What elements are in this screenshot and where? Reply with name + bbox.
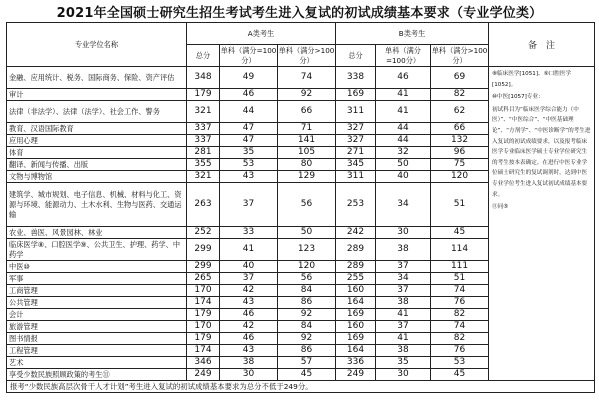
score-table xyxy=(6,22,595,393)
header-zone-a: A类考生 xyxy=(187,23,336,45)
cell-b-single-gt100: 114 xyxy=(431,239,489,261)
cell-b-total: 169 xyxy=(336,89,376,101)
cell-a-total: 346 xyxy=(187,357,220,369)
row-category: 体育 xyxy=(7,147,187,159)
row-category: 农业、兽医、风景园林、林业 xyxy=(7,227,187,239)
cell-b-single-gt100: 82 xyxy=(431,309,489,321)
header-remarks: 备 注 xyxy=(489,23,595,67)
cell-b-single-100: 35 xyxy=(376,357,431,369)
cell-a-single-100: 44 xyxy=(220,101,278,123)
cell-b-total: 327 xyxy=(336,135,376,147)
row-category: 享受少数民族照顾政策的考生⑪ xyxy=(7,369,187,381)
cell-b-total: 311 xyxy=(336,101,376,123)
cell-a-single-100: 30 xyxy=(220,369,278,381)
cell-b-single-gt100: 120 xyxy=(431,171,489,183)
cell-a-total: 179 xyxy=(187,309,220,321)
cell-a-single-gt100: 92 xyxy=(278,333,336,345)
cell-a-total: 321 xyxy=(187,171,220,183)
cell-b-total: 169 xyxy=(336,333,376,345)
cell-a-total: 249 xyxy=(187,369,220,381)
cell-a-single-gt100: 57 xyxy=(278,357,336,369)
table-row xyxy=(7,67,595,89)
cell-a-total: 299 xyxy=(187,261,220,273)
row-category: 法律（非法学）、法律（法学）、社会工作、警务 xyxy=(7,101,187,123)
cell-a-single-gt100: 84 xyxy=(278,321,336,333)
cell-b-total: 271 xyxy=(336,147,376,159)
cell-b-single-gt100: 82 xyxy=(431,89,489,101)
remark-line: ⑩中医[1057]专业： xyxy=(492,94,544,101)
cell-a-single-100: 42 xyxy=(220,321,278,333)
cell-b-single-100: 38 xyxy=(376,297,431,309)
cell-a-single-100: 37 xyxy=(220,273,278,285)
cell-b-single-gt100: 132 xyxy=(431,135,489,147)
cell-b-single-100: 34 xyxy=(376,183,431,227)
row-category: 金融、应用统计、税务、国际商务、保险、资产评估 xyxy=(7,67,187,89)
cell-a-total: 337 xyxy=(187,123,220,135)
cell-a-single-gt100: 120 xyxy=(278,261,336,273)
cell-a-total: 337 xyxy=(187,135,220,147)
cell-b-total: 289 xyxy=(336,239,376,261)
cell-b-single-gt100: 111 xyxy=(431,261,489,273)
header-a-single-100: 单科（满分=100分） xyxy=(220,45,277,65)
cell-b-total: 169 xyxy=(336,309,376,321)
row-category: 教育、汉语国际教育 xyxy=(7,123,187,135)
row-category: 中医⑩ xyxy=(7,261,187,273)
cell-a-total: 174 xyxy=(187,345,220,357)
row-category: 建筑学、城市规划、电子信息、机械、材料与化工、资源与环境、能源动力、土木水利、生物与医药、交通运输 xyxy=(7,183,187,227)
cell-a-single-100: 43 xyxy=(220,297,278,309)
cell-b-total: 253 xyxy=(336,183,376,227)
cell-b-single-gt100: 53 xyxy=(431,357,489,369)
cell-b-total: 164 xyxy=(336,297,376,309)
cell-a-single-gt100: 129 xyxy=(278,171,336,183)
cell-b-single-gt100: 51 xyxy=(431,273,489,285)
cell-a-single-gt100: 105 xyxy=(278,147,336,159)
cell-b-single-100: 41 xyxy=(376,333,431,345)
row-category: 图书情报 xyxy=(7,333,187,345)
cell-a-single-gt100: 80 xyxy=(278,159,336,171)
cell-a-total: 348 xyxy=(187,67,220,89)
header-category: 专业学位名称 xyxy=(7,23,187,67)
row-category: 公共管理 xyxy=(7,297,187,309)
cell-b-single-100: 37 xyxy=(376,321,431,333)
cell-b-total: 255 xyxy=(336,273,376,285)
cell-b-single-100: 44 xyxy=(376,135,431,147)
cell-a-single-100: 47 xyxy=(220,123,278,135)
cell-a-single-gt100: 45 xyxy=(278,369,336,381)
cell-b-single-gt100: 51 xyxy=(431,183,489,227)
cell-b-single-gt100: 76 xyxy=(431,345,489,357)
row-category: 工程管理 xyxy=(7,345,187,357)
cell-a-total: 321 xyxy=(187,101,220,123)
cell-a-total: 355 xyxy=(187,159,220,171)
cell-a-total: 170 xyxy=(187,285,220,297)
cell-a-single-100: 35 xyxy=(220,147,278,159)
cell-b-total: 164 xyxy=(336,345,376,357)
cell-a-single-100: 46 xyxy=(220,333,278,345)
cell-a-single-100: 46 xyxy=(220,309,278,321)
cell-b-single-100: 38 xyxy=(376,345,431,357)
cell-b-single-gt100: 45 xyxy=(431,227,489,239)
header-a-total: 总分 xyxy=(187,45,220,67)
cell-b-total: 160 xyxy=(336,321,376,333)
cell-a-single-gt100: 123 xyxy=(278,239,336,261)
remarks-cell xyxy=(489,67,595,381)
cell-b-single-100: 41 xyxy=(376,101,431,123)
cell-b-single-100: 37 xyxy=(376,261,431,273)
cell-b-single-100: 40 xyxy=(376,171,431,183)
cell-a-single-100: 41 xyxy=(220,239,278,261)
row-category: 旅游管理 xyxy=(7,321,187,333)
page-title: 2021年全国硕士研究生招生考试考生进入复试的初试成绩基本要求（专业学位类） xyxy=(56,6,543,21)
cell-b-single-gt100: 45 xyxy=(431,369,489,381)
cell-a-single-100: 33 xyxy=(220,227,278,239)
cell-b-single-100: 50 xyxy=(376,159,431,171)
cell-b-total: 311 xyxy=(336,171,376,183)
row-category: 会计 xyxy=(7,309,187,321)
cell-a-single-100: 47 xyxy=(220,135,278,147)
remark-line: ⑧临床医学[1051]、⑨口腔医学[1052]。 xyxy=(492,71,572,88)
cell-a-total: 252 xyxy=(187,227,220,239)
cell-a-single-100: 53 xyxy=(220,159,278,171)
cell-a-single-gt100: 74 xyxy=(278,67,336,89)
cell-a-total: 170 xyxy=(187,321,220,333)
cell-a-single-gt100: 86 xyxy=(278,297,336,309)
header-b-single-gt100: 单科（满分>100分） xyxy=(431,45,488,65)
row-category: 翻译、新闻与传播、出版 xyxy=(7,159,187,171)
row-category: 工商管理 xyxy=(7,285,187,297)
cell-a-single-100: 40 xyxy=(220,261,278,273)
cell-b-total: 289 xyxy=(336,261,376,273)
row-category: 艺术 xyxy=(7,357,187,369)
row-category: 军事 xyxy=(7,273,187,285)
cell-a-single-gt100: 50 xyxy=(278,227,336,239)
cell-b-single-gt100: 69 xyxy=(431,67,489,89)
cell-b-single-100: 44 xyxy=(376,123,431,135)
cell-b-total: 249 xyxy=(336,369,376,381)
cell-a-single-100: 46 xyxy=(220,89,278,101)
remark-line: ⑪同⑤ xyxy=(492,204,509,211)
header-row-1 xyxy=(7,23,595,45)
cell-b-total: 336 xyxy=(336,357,376,369)
cell-b-single-gt100: 74 xyxy=(431,321,489,333)
cell-b-single-gt100: 62 xyxy=(431,101,489,123)
cell-b-single-100: 41 xyxy=(376,309,431,321)
cell-a-total: 179 xyxy=(187,89,220,101)
header-zone-b: B类考生 xyxy=(336,23,489,45)
cell-a-total: 265 xyxy=(187,273,220,285)
cell-a-single-100: 49 xyxy=(220,67,278,89)
cell-b-single-gt100: 74 xyxy=(431,285,489,297)
cell-b-total: 345 xyxy=(336,159,376,171)
remark-line: 初试科目为“临床医学综合能力（中医）”、“中医综合”、“中医基础理论”、“方剂学”、“中医诊断学”的考生进入复试的初试成绩要求，以及报考临床医学专业临床医学硕士专业学位研究生的考生按本表确定。在进行中医专业学位硕士研究生的复试调剂时，达到中医专业学位考生进入复试初试成绩基本要求。 xyxy=(492,106,591,198)
cell-b-total: 327 xyxy=(336,123,376,135)
cell-b-single-100: 34 xyxy=(376,273,431,285)
cell-a-single-100: 37 xyxy=(220,183,278,227)
cell-b-single-gt100: 82 xyxy=(431,333,489,345)
header-b-total: 总分 xyxy=(336,45,376,67)
cell-b-single-100: 38 xyxy=(376,239,431,261)
cell-b-single-gt100: 75 xyxy=(431,159,489,171)
cell-b-single-gt100: 66 xyxy=(431,123,489,135)
cell-a-single-100: 43 xyxy=(220,345,278,357)
cell-a-single-100: 42 xyxy=(220,285,278,297)
cell-a-total: 281 xyxy=(187,147,220,159)
cell-b-single-100: 30 xyxy=(376,369,431,381)
cell-a-single-gt100: 56 xyxy=(278,273,336,285)
cell-a-total: 179 xyxy=(187,333,220,345)
header-b-single-100: 单科（满分=100分） xyxy=(376,45,431,67)
row-category: 审计 xyxy=(7,89,187,101)
cell-b-single-100: 32 xyxy=(376,147,431,159)
cell-b-single-gt100: 76 xyxy=(431,297,489,309)
row-category: 临床医学⑧、口腔医学⑨、公共卫生、护理、药学、中药学 xyxy=(7,239,187,261)
cell-b-single-100: 41 xyxy=(376,89,431,101)
cell-a-single-gt100: 92 xyxy=(278,309,336,321)
cell-b-single-100: 46 xyxy=(376,67,431,89)
cell-b-single-100: 37 xyxy=(376,285,431,297)
cell-a-single-gt100: 92 xyxy=(278,89,336,101)
cell-a-single-gt100: 56 xyxy=(278,183,336,227)
row-category: 应用心理 xyxy=(7,135,187,147)
footnote-row xyxy=(7,381,595,393)
cell-a-single-gt100: 84 xyxy=(278,285,336,297)
cell-a-single-gt100: 86 xyxy=(278,345,336,357)
cell-b-total: 338 xyxy=(336,67,376,89)
footnote: 报考“少数民族高层次骨干人才计划”考生进入复试的初试成绩基本要求为总分不低于249分。 xyxy=(7,381,595,393)
header-a-single-gt100: 单科（满分>100分） xyxy=(278,45,335,65)
cell-a-total: 263 xyxy=(187,183,220,227)
cell-a-single-gt100: 71 xyxy=(278,123,336,135)
cell-a-total: 174 xyxy=(187,297,220,309)
cell-a-single-100: 43 xyxy=(220,171,278,183)
cell-a-single-gt100: 66 xyxy=(278,101,336,123)
cell-b-single-100: 30 xyxy=(376,227,431,239)
cell-a-total: 299 xyxy=(187,239,220,261)
cell-a-single-100: 38 xyxy=(220,357,278,369)
cell-a-single-gt100: 141 xyxy=(278,135,336,147)
cell-b-total: 160 xyxy=(336,285,376,297)
cell-b-total: 242 xyxy=(336,227,376,239)
row-category: 文物与博物馆 xyxy=(7,171,187,183)
cell-b-single-gt100: 96 xyxy=(431,147,489,159)
